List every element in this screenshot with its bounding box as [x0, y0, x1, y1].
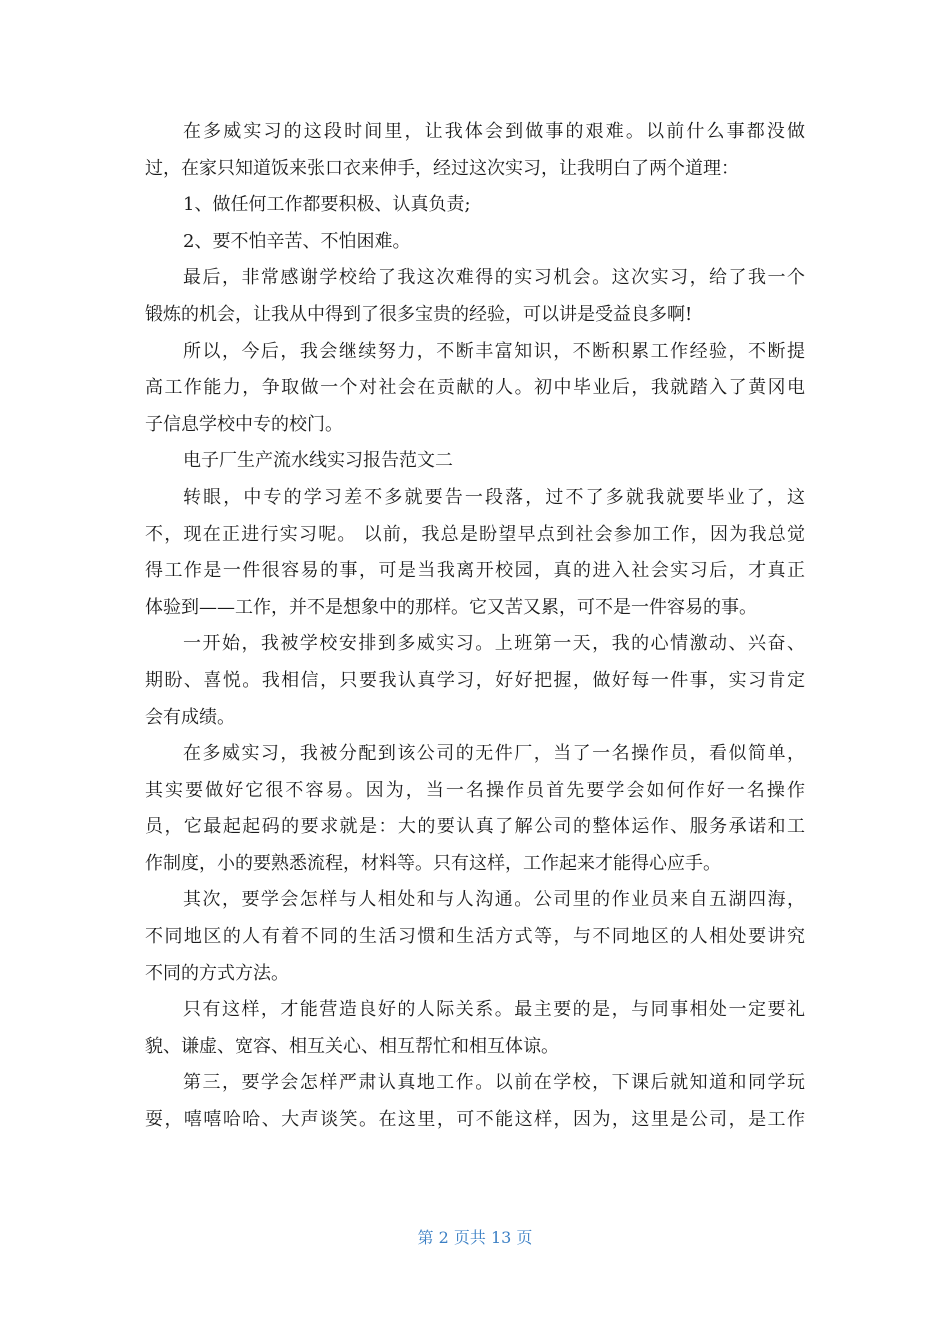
text-line: 作制度，小的要熟悉流程，材料等。只有这样，工作起来才能得心应手。: [145, 852, 721, 874]
text-line: 在多威实习的这段时间里，让我体会到做事的艰难。以前什么事都没做: [183, 121, 805, 142]
text-line: 貌、谦虚、宽容、相互关心、相互帮忙和相互体谅。: [145, 1035, 559, 1057]
text-line: 只有这样，才能营造良好的人际关系。最主要的是，与同事相处一定要礼: [183, 999, 805, 1021]
text-line: 锻炼的机会，让我从中得到了很多宝贵的经验，可以讲是受益良多啊!: [145, 303, 693, 325]
text-line: 子信息学校中专的校门。: [145, 413, 343, 435]
text-line: 其实要做好它很不容易。因为，当一名操作员首先要学会如何作好一名操作: [145, 779, 805, 801]
text-line: 第三，要学会怎样严肃认真地工作。以前在学校，下课后就知道和同学玩: [183, 1072, 805, 1094]
text-line: 不同的方式方法。: [145, 962, 289, 984]
text-line: 在多威实习，我被分配到该公司的无件厂，当了一名操作员，看似简单，: [183, 743, 805, 765]
text-line: 体验到——工作，并不是想象中的那样。它又苦又累，可不是一件容易的事。: [145, 596, 757, 618]
text-line: 转眼，中专的学习差不多就要告一段落，过不了多就我就要毕业了，这: [183, 486, 805, 508]
text-line: 其次，要学会怎样与人相处和与人沟通。公司里的作业员来自五湖四海，: [183, 889, 805, 911]
page-number-footer: 第 2 页共 13 页: [417, 1228, 533, 1247]
text-line: 电子厂生产流水线实习报告范文二: [183, 450, 453, 472]
text-line: 高工作能力，争取做一个对社会在贡献的人。初中毕业后，我就踏入了黄冈电: [145, 377, 805, 399]
text-line: 耍，嘻嘻哈哈、大声谈笑。在这里，可不能这样，因为，这里是公司，是工作: [145, 1109, 805, 1131]
text-line: 1、做任何工作都要积极、认真负责;: [183, 194, 471, 216]
text-line: 期盼、喜悦。我相信，只要我认真学习，好好把握，做好每一件事，实习肯定: [145, 669, 805, 691]
text-line: 不同地区的人有着不同的生活习惯和生活方式等，与不同地区的人相处要讲究: [145, 926, 805, 948]
text-line: 2、要不怕辛苦、不怕困难。: [183, 230, 411, 252]
text-line: 会有成绩。: [145, 706, 235, 728]
text-line: 所以，今后，我会继续努力，不断丰富知识，不断积累工作经验，不断提: [183, 340, 805, 362]
text-line: 不，现在正进行实习呢。 以前，我总是盼望早点到社会参加工作，因为我总觉: [145, 523, 805, 545]
text-line: 过，在家只知道饭来张口衣来伸手，经过这次实习，让我明白了两个道理：: [145, 157, 739, 179]
text-line: 最后，非常感谢学校给了我这次难得的实习机会。这次实习，给了我一个: [183, 267, 805, 289]
text-line: 得工作是一件很容易的事，可是当我离开校园，真的进入社会实习后，才真正: [145, 560, 805, 582]
text-line: 员，它最起起码的要求就是：大的要认真了解公司的整体运作、服务承诺和工: [145, 816, 805, 838]
text-line: 一开始，我被学校安排到多威实习。上班第一天，我的心情激动、兴奋、: [183, 633, 805, 655]
document-body: [145, 114, 805, 1139]
